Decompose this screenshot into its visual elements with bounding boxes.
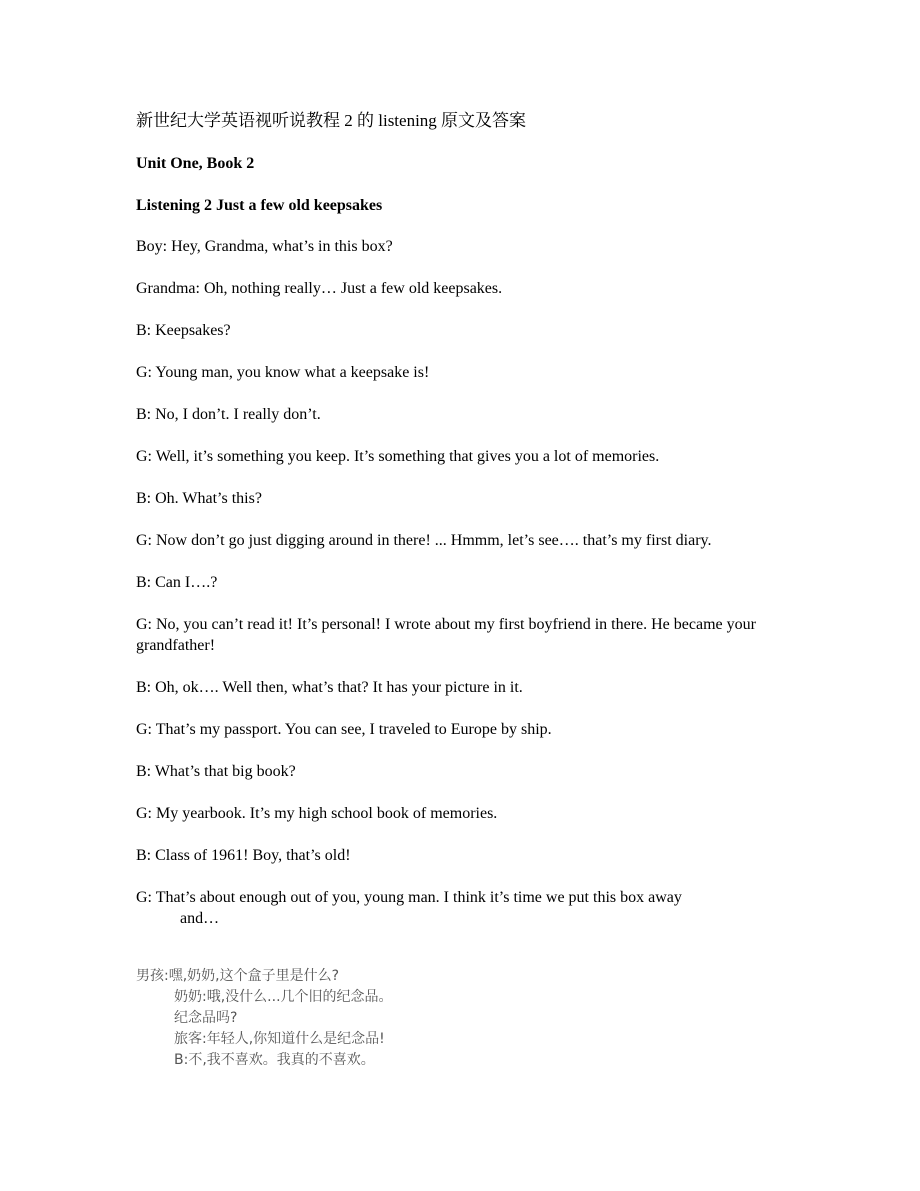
dialogue-transcript xyxy=(136,236,756,929)
translation-line: 男孩:嘿,奶奶,这个盒子里是什么? xyxy=(136,968,340,984)
dialogue-line: B: Oh, ok…. Well then, what’s that? It has your picture in it. xyxy=(136,679,523,696)
dialogue-line: B: What’s that big book? xyxy=(136,763,296,780)
dialogue-line: Boy: Hey, Grandma, what’s in this box? xyxy=(136,238,393,255)
dialogue-line: G: No, you can’t read it! It’s personal! I wrote about my first boyfriend in there. He became your grandfather! xyxy=(136,616,756,654)
unit-heading: Unit One, Book 2 xyxy=(136,155,255,172)
translation-line: 奶奶:哦,没什么...几个旧的纪念品。 xyxy=(174,989,393,1005)
listening-heading: Listening 2 Just a few old keepsakes xyxy=(136,197,383,214)
dialogue-line: B: Oh. What’s this? xyxy=(136,490,262,507)
dialogue-line-last xyxy=(136,887,756,929)
dialogue-last-continuation: and… xyxy=(180,910,220,927)
dialogue-line: G: Well, it’s something you keep. It’s something that gives you a lot of memories. xyxy=(136,448,660,465)
document-title: 新世纪大学英语视听说教程 2 的 listening 原文及答案 xyxy=(136,111,527,130)
dialogue-line: B: No, I don’t. I really don’t. xyxy=(136,406,321,423)
dialogue-line: Grandma: Oh, nothing really… Just a few old keepsakes. xyxy=(136,280,503,297)
dialogue-line: G: Young man, you know what a keepsake is! xyxy=(136,364,430,381)
translation-line: B:不,我不喜欢。我真的不喜欢。 xyxy=(174,1052,375,1068)
dialogue-line: B: Can I….? xyxy=(136,574,218,591)
dialogue-line: B: Class of 1961! Boy, that’s old! xyxy=(136,847,351,864)
chinese-translation xyxy=(136,966,393,1071)
dialogue-line: G: That’s my passport. You can see, I traveled to Europe by ship. xyxy=(136,721,552,738)
translation-line: 纪念品吗? xyxy=(174,1010,238,1026)
dialogue-last-first-line: G: That’s about enough out of you, young man. I think it’s time we put this box away xyxy=(136,889,682,906)
dialogue-line: B: Keepsakes? xyxy=(136,322,231,339)
translation-line: 旅客:年轻人,你知道什么是纪念品! xyxy=(174,1031,385,1047)
dialogue-line: G: Now don’t go just digging around in there! ... Hmmm, let’s see…. that’s my first diary. xyxy=(136,532,712,549)
dialogue-line: G: My yearbook. It’s my high school book of memories. xyxy=(136,805,498,822)
